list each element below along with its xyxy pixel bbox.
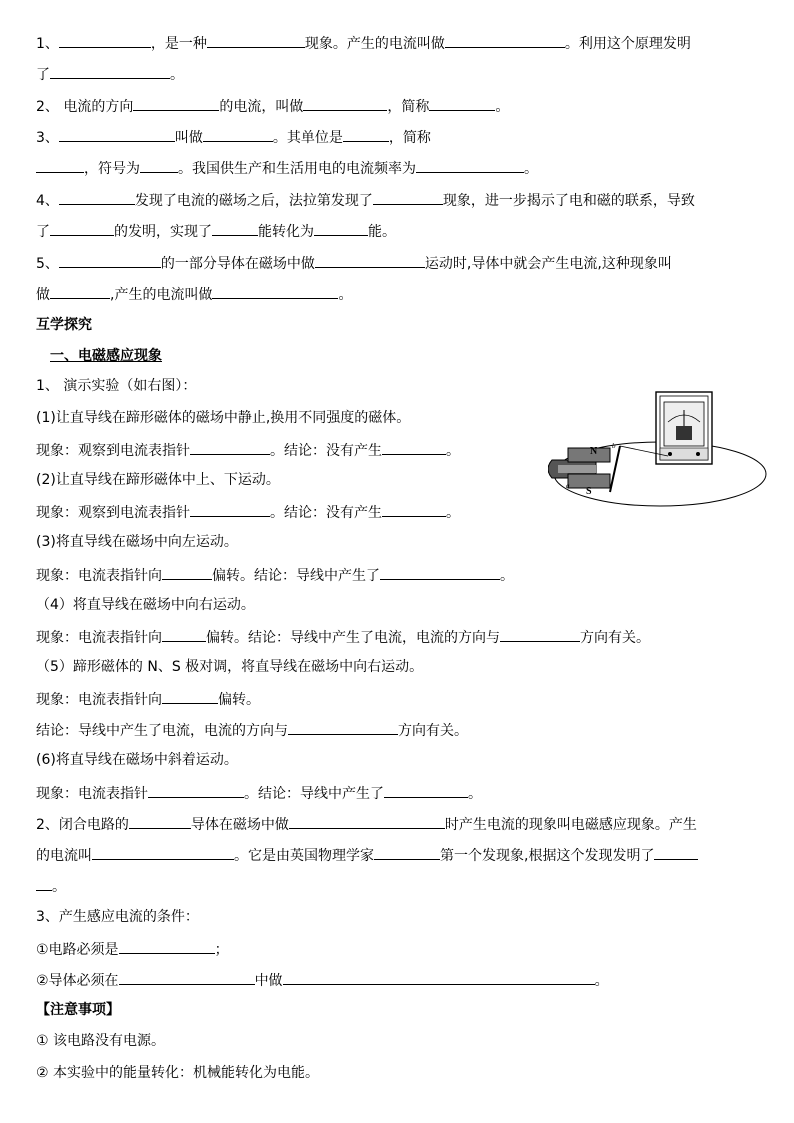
- step-2-result: 现象：观察到电流表指针 。结论：没有产生 。: [36, 500, 766, 522]
- blank[interactable]: [36, 874, 52, 891]
- blank[interactable]: [429, 94, 495, 111]
- question-1-line-1: 1、 ，是一种 现象。产生的电流叫做 。利用这个原理发明: [36, 31, 766, 53]
- label-s: S: [586, 486, 592, 497]
- blank[interactable]: [382, 438, 446, 455]
- blank[interactable]: [50, 219, 114, 236]
- blank[interactable]: [59, 251, 161, 268]
- blank[interactable]: [382, 500, 446, 517]
- question-2b-line-3: 。: [36, 874, 766, 896]
- galvanometer-icon: [656, 392, 712, 464]
- blank[interactable]: [283, 968, 595, 985]
- subsection-heading: 一、电磁感应现象: [50, 348, 162, 364]
- label-n: N: [590, 446, 598, 457]
- step-4: （4）将直导线在磁场中向右运动。: [36, 597, 255, 613]
- blank[interactable]: [203, 125, 273, 142]
- step-5-result: 现象：电流表指针向 偏转。: [36, 687, 766, 709]
- step-2: (2)让直导线在蹄形磁体中上、下运动。: [36, 472, 280, 488]
- conductor-rod: [610, 446, 620, 492]
- experiment-intro: 1、 演示实验（如右图）：: [36, 378, 197, 394]
- blank[interactable]: [315, 251, 425, 268]
- question-5-line-1: 5、 的一部分导体在磁场中做 运动时,导体中就会产生电流,这种现象叫: [36, 251, 766, 273]
- blank[interactable]: [343, 125, 389, 142]
- step-6-result: 现象：电流表指针 。结论：导线中产生了 。: [36, 781, 766, 803]
- blank[interactable]: [59, 31, 151, 48]
- note-2: ② 本实验中的能量转化：机械能转化为电能。: [36, 1065, 319, 1081]
- note-1: ① 该电路没有电源。: [36, 1033, 166, 1049]
- condition-2: ②导体必须在 中做 。: [36, 968, 766, 990]
- blank[interactable]: [36, 156, 84, 173]
- blank[interactable]: [50, 282, 110, 299]
- blank[interactable]: [148, 781, 244, 798]
- question-4-line-2: 了 的发明，实现了 能转化为 能。: [36, 219, 766, 241]
- step-5-conclusion: 结论：导线中产生了电流，电流的方向与 方向有关。: [36, 718, 766, 740]
- blank[interactable]: [190, 500, 270, 517]
- question-3-line-1: 3、 叫做 。其单位是 ，简称: [36, 125, 766, 147]
- notes-title: 【注意事项】: [36, 1002, 120, 1018]
- question-2b-line-2: 的电流叫 。它是由英国物理学家 第一个发现象,根据这个发现发明了: [36, 843, 766, 865]
- step-5: （5）蹄形磁体的 N、S 极对调，将直导线在磁场中向右运动。: [36, 659, 424, 675]
- blank[interactable]: [445, 31, 565, 48]
- blank[interactable]: [288, 718, 398, 735]
- condition-1: ①电路必须是 ；: [36, 937, 766, 959]
- blank[interactable]: [92, 843, 234, 860]
- question-2b-line-1: 2、闭合电路的 导体在磁场中做 时产生电流的现象叫电磁感应现象。产生: [36, 812, 766, 834]
- step-4-result: 现象：电流表指针向 偏转。结论：导线中产生了电流，电流的方向与 方向有关。: [36, 625, 766, 647]
- question-4-line-1: 4、 发现了电流的磁场之后，法拉第发现了 现象，进一步揭示了电和磁的联系，导致: [36, 188, 766, 210]
- blank[interactable]: [162, 625, 206, 642]
- blank[interactable]: [50, 62, 170, 79]
- step-1-result: 现象：观察到电流表指针 。结论：没有产生 。: [36, 438, 766, 460]
- blank[interactable]: [162, 687, 218, 704]
- blank[interactable]: [133, 94, 219, 111]
- question-2-line: 2、 电流的方向 的电流，叫做 ，简称 。: [36, 94, 766, 116]
- step-6: (6)将直导线在磁场中斜着运动。: [36, 752, 238, 768]
- blank[interactable]: [212, 219, 258, 236]
- blank[interactable]: [314, 219, 368, 236]
- label-a: a: [566, 482, 570, 490]
- blank[interactable]: [129, 812, 191, 829]
- blank[interactable]: [119, 968, 255, 985]
- blank[interactable]: [162, 563, 212, 580]
- blank[interactable]: [303, 94, 387, 111]
- step-3: (3)将直导线在磁场中向左运动。: [36, 534, 238, 550]
- blank[interactable]: [140, 156, 178, 173]
- blank[interactable]: [289, 812, 445, 829]
- blank[interactable]: [119, 937, 215, 954]
- blank[interactable]: [212, 282, 338, 299]
- blank[interactable]: [654, 843, 698, 860]
- experiment-diagram: [548, 388, 770, 510]
- blank[interactable]: [380, 563, 500, 580]
- blank[interactable]: [373, 188, 443, 205]
- question-3-line-2: ，符号为 。我国供生产和生活用电的电流频率为 。: [36, 156, 766, 178]
- step-3-result: 现象：电流表指针向 偏转。结论：导线中产生了 。: [36, 563, 766, 585]
- blank[interactable]: [416, 156, 524, 173]
- section-heading: 互学探究: [36, 317, 92, 333]
- question-3b-heading: 3、产生感应电流的条件：: [36, 909, 199, 925]
- blank[interactable]: [59, 188, 135, 205]
- blank[interactable]: [190, 438, 270, 455]
- blank[interactable]: [207, 31, 305, 48]
- question-1-line-2: 了 。: [36, 62, 766, 84]
- label-b: b: [612, 442, 616, 450]
- blank[interactable]: [384, 781, 468, 798]
- blank[interactable]: [500, 625, 580, 642]
- step-1: (1)让直导线在蹄形磁体的磁场中静止,换用不同强度的磁体。: [36, 410, 411, 426]
- blank[interactable]: [374, 843, 440, 860]
- question-5-line-2: 做 ,产生的电流叫做 。: [36, 282, 766, 304]
- blank[interactable]: [59, 125, 175, 142]
